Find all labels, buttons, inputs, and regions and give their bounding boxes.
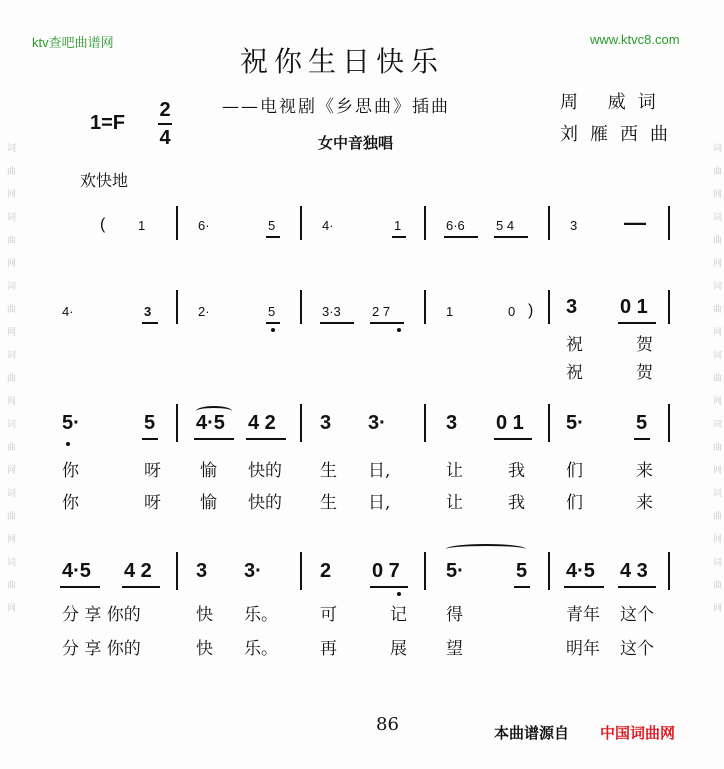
note: 4·5	[62, 560, 91, 582]
note: 3	[320, 412, 332, 434]
staff-line-3	[0, 400, 724, 520]
lyric: 们	[566, 461, 583, 481]
note: 2	[320, 560, 332, 582]
note: 4 2	[248, 412, 276, 434]
lyric: 贺	[636, 363, 653, 383]
note: 5	[144, 412, 156, 434]
underline	[266, 322, 280, 324]
underline	[564, 586, 604, 588]
lyric: 青年	[566, 605, 600, 625]
note: 4·	[62, 304, 74, 319]
barline	[300, 552, 302, 590]
barline	[668, 404, 670, 442]
lyric: 这个	[620, 639, 654, 659]
lyric: 你	[62, 493, 79, 513]
barline	[176, 206, 178, 240]
barline	[548, 206, 550, 240]
underline	[370, 586, 408, 588]
underline	[142, 322, 158, 324]
time-signature-top: 2	[159, 99, 171, 121]
lyric: 让	[446, 493, 463, 513]
lyric: 来	[636, 461, 653, 481]
low-octave-dot	[66, 442, 70, 446]
barline	[548, 552, 550, 590]
barline	[300, 404, 302, 442]
note: 6·6	[446, 218, 465, 233]
side-watermark-left: 词曲网词曲网词曲网词曲网词曲网词曲网词曲网	[5, 143, 15, 626]
note: 5·	[62, 412, 80, 434]
page-number: 86	[376, 714, 399, 735]
underline	[494, 236, 528, 238]
time-signature	[158, 98, 172, 150]
lyric: 呀	[144, 493, 161, 513]
lyric: 生	[320, 461, 337, 481]
note-dash: —	[624, 210, 646, 235]
performance-note: 女中音独唱	[318, 134, 394, 152]
lyric: 祝	[566, 363, 583, 383]
watermark-right: www.ktvc8.com	[590, 32, 680, 47]
note: 5·	[566, 412, 584, 434]
lyric: 乐。	[244, 605, 278, 625]
barline	[668, 290, 670, 324]
staff-line-4	[0, 540, 724, 670]
underline	[634, 438, 650, 440]
note: 5	[636, 412, 648, 434]
song-subtitle: ——电视剧《乡思曲》插曲	[222, 97, 450, 117]
underline	[392, 236, 406, 238]
note: 5	[268, 304, 276, 319]
note: 1	[394, 218, 402, 233]
low-octave-dot	[397, 328, 401, 332]
composer-credit: 刘雁西曲	[560, 124, 680, 145]
lyric: 你	[62, 461, 79, 481]
note: 4 2	[124, 560, 152, 582]
underline	[142, 438, 158, 440]
lyric: 得	[446, 605, 463, 625]
lyric: 快的	[248, 461, 282, 481]
lyric: 让	[446, 461, 463, 481]
lyric: 呀	[144, 461, 161, 481]
lyric: 们	[566, 493, 583, 513]
barline	[668, 206, 670, 240]
underline	[444, 236, 478, 238]
lyric: 生	[320, 493, 337, 513]
lyric: 可	[320, 605, 337, 625]
lyric: 我	[508, 493, 525, 513]
barline	[548, 404, 550, 442]
lyric: 来	[636, 493, 653, 513]
note: 4·	[322, 218, 334, 233]
underline	[618, 586, 656, 588]
note: 1	[138, 218, 146, 233]
underline	[494, 438, 532, 440]
barline	[424, 290, 426, 324]
underline	[514, 586, 530, 588]
note: 2 7	[372, 304, 391, 319]
underline	[60, 586, 100, 588]
note: (	[100, 216, 106, 233]
lyric: 日,	[368, 461, 391, 481]
lyric: 快	[196, 605, 213, 625]
barline	[424, 552, 426, 590]
barline	[176, 404, 178, 442]
lyric: 贺	[636, 335, 653, 355]
note: 5	[268, 218, 276, 233]
note: 3	[144, 304, 152, 319]
staff-line-1	[0, 200, 724, 250]
song-title: 祝你生日快乐	[240, 45, 445, 78]
watermark-left: ktv查吧曲谱网	[32, 35, 114, 50]
barline	[300, 206, 302, 240]
tempo-marking: 欢快地	[80, 171, 129, 190]
lyric: 这个	[620, 605, 654, 625]
note: 3	[566, 296, 578, 318]
note: 0	[508, 304, 516, 319]
note: 1	[446, 304, 454, 319]
note: 0 7	[372, 560, 400, 582]
underline	[320, 322, 354, 324]
lyric: 我	[508, 461, 525, 481]
note: 4·5	[196, 412, 225, 434]
source-name: 中国词曲网	[600, 724, 676, 742]
low-octave-dot	[271, 328, 275, 332]
lyric: 展	[390, 639, 407, 659]
barline	[668, 552, 670, 590]
note: 3	[570, 218, 578, 233]
slur	[446, 544, 526, 554]
note: 3	[446, 412, 458, 434]
lyric: 快的	[248, 493, 282, 513]
lyric: 乐。	[244, 639, 278, 659]
note: 5	[516, 560, 528, 582]
time-signature-bottom: 4	[159, 127, 171, 149]
barline	[548, 290, 550, 324]
underline	[370, 322, 404, 324]
underline	[122, 586, 160, 588]
note: 5·	[446, 560, 464, 582]
lyric: 再	[320, 639, 337, 659]
lyric: 分 享 你的	[62, 639, 141, 659]
key-signature: 1=F	[90, 112, 126, 134]
side-watermark-right: 词曲网词曲网词曲网词曲网词曲网词曲网词曲网	[711, 143, 721, 626]
note: 2·	[198, 304, 210, 319]
low-octave-dot	[397, 592, 401, 596]
lyricist-credit: 周 威词	[560, 92, 668, 113]
note: 0 1	[496, 412, 524, 434]
lyric: 快	[196, 639, 213, 659]
note: 3	[196, 560, 208, 582]
lyric: 望	[446, 639, 463, 659]
lyric: 愉	[200, 493, 217, 513]
note: 3·	[368, 412, 386, 434]
note: 4 3	[620, 560, 648, 582]
underline	[618, 322, 656, 324]
barline	[300, 290, 302, 324]
staff-line-2	[0, 284, 724, 384]
note: 3·3	[322, 304, 341, 319]
lyric: 愉	[200, 461, 217, 481]
lyric: 记	[390, 605, 407, 625]
note: )	[528, 302, 534, 319]
underline	[194, 438, 234, 440]
lyric: 祝	[566, 335, 583, 355]
lyric: 日,	[368, 493, 391, 513]
time-signature-line	[158, 123, 172, 125]
source-label: 本曲谱源自	[494, 724, 570, 742]
note: 5 4	[496, 218, 515, 233]
lyric: 明年	[566, 639, 600, 659]
barline	[176, 290, 178, 324]
underline	[266, 236, 280, 238]
barline	[176, 552, 178, 590]
barline	[424, 404, 426, 442]
barline	[424, 206, 426, 240]
lyric: 分 享 你的	[62, 605, 141, 625]
note: 3·	[244, 560, 262, 582]
note: 6·	[198, 218, 210, 233]
note: 4·5	[566, 560, 595, 582]
underline	[246, 438, 286, 440]
note: 0 1	[620, 296, 648, 318]
